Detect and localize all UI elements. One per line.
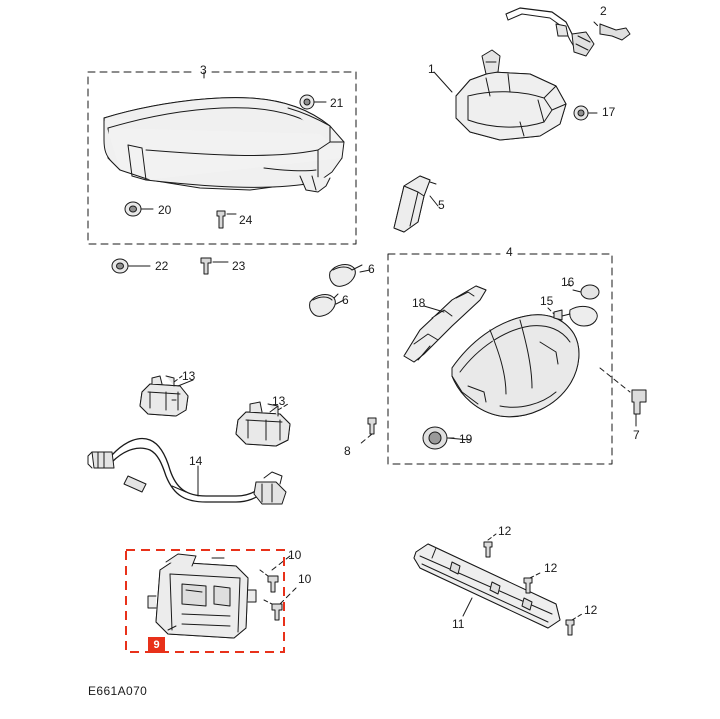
part-14-harness xyxy=(88,439,286,504)
callout-13a: 13 xyxy=(182,369,196,383)
part-20-grommet xyxy=(125,202,153,216)
callout-13b: 13 xyxy=(272,394,286,408)
callout-7: 7 xyxy=(633,428,640,442)
callout-1: 1 xyxy=(428,62,435,76)
callout-9-highlight-badge: 9 xyxy=(148,637,165,653)
part-2-wiring xyxy=(506,8,630,56)
callout-22: 22 xyxy=(155,259,169,273)
callout-16: 16 xyxy=(561,275,575,289)
callout-8: 8 xyxy=(344,444,351,458)
part-3-spoiler xyxy=(104,98,344,192)
callout-15: 15 xyxy=(540,294,554,308)
callout-10a: 10 xyxy=(288,548,302,562)
part-10-screws xyxy=(260,556,296,620)
part-1-lamp-assembly xyxy=(456,50,566,140)
part-5-bracket xyxy=(394,176,436,232)
callout-12c: 12 xyxy=(584,603,598,617)
callout-20: 20 xyxy=(158,203,172,217)
part-4-panel xyxy=(452,315,579,417)
callout-2: 2 xyxy=(600,4,607,18)
part-13-module-a xyxy=(140,376,188,416)
part-17-nut xyxy=(574,106,597,120)
diagram-code: E661A070 xyxy=(88,684,148,698)
part-7-clip xyxy=(600,368,646,426)
part-9-module xyxy=(148,554,256,638)
part-22-grommet xyxy=(112,259,150,273)
part-8-clip xyxy=(360,418,376,444)
callout-12b: 12 xyxy=(544,561,558,575)
callout-4: 4 xyxy=(506,245,513,259)
callout-6a: 6 xyxy=(368,262,375,276)
callout-5: 5 xyxy=(438,198,445,212)
callout-19: 19 xyxy=(459,432,473,446)
callout-10b: 10 xyxy=(298,572,312,586)
part-13-module-b xyxy=(236,402,290,446)
part-21-grommet xyxy=(300,95,326,109)
part-24-screw xyxy=(217,211,236,228)
callout-24: 24 xyxy=(239,213,253,227)
callout-23: 23 xyxy=(232,259,246,273)
callout-21: 21 xyxy=(330,96,344,110)
callout-3: 3 xyxy=(200,63,207,77)
callout-17: 17 xyxy=(602,105,616,119)
callout-6b: 6 xyxy=(342,293,349,307)
part-6-reflectors xyxy=(310,265,362,317)
callout-14: 14 xyxy=(189,454,203,468)
callout-18: 18 xyxy=(412,296,426,310)
callout-12a: 12 xyxy=(498,524,512,538)
part-23-clip xyxy=(201,258,228,274)
callout-11: 11 xyxy=(452,617,465,631)
